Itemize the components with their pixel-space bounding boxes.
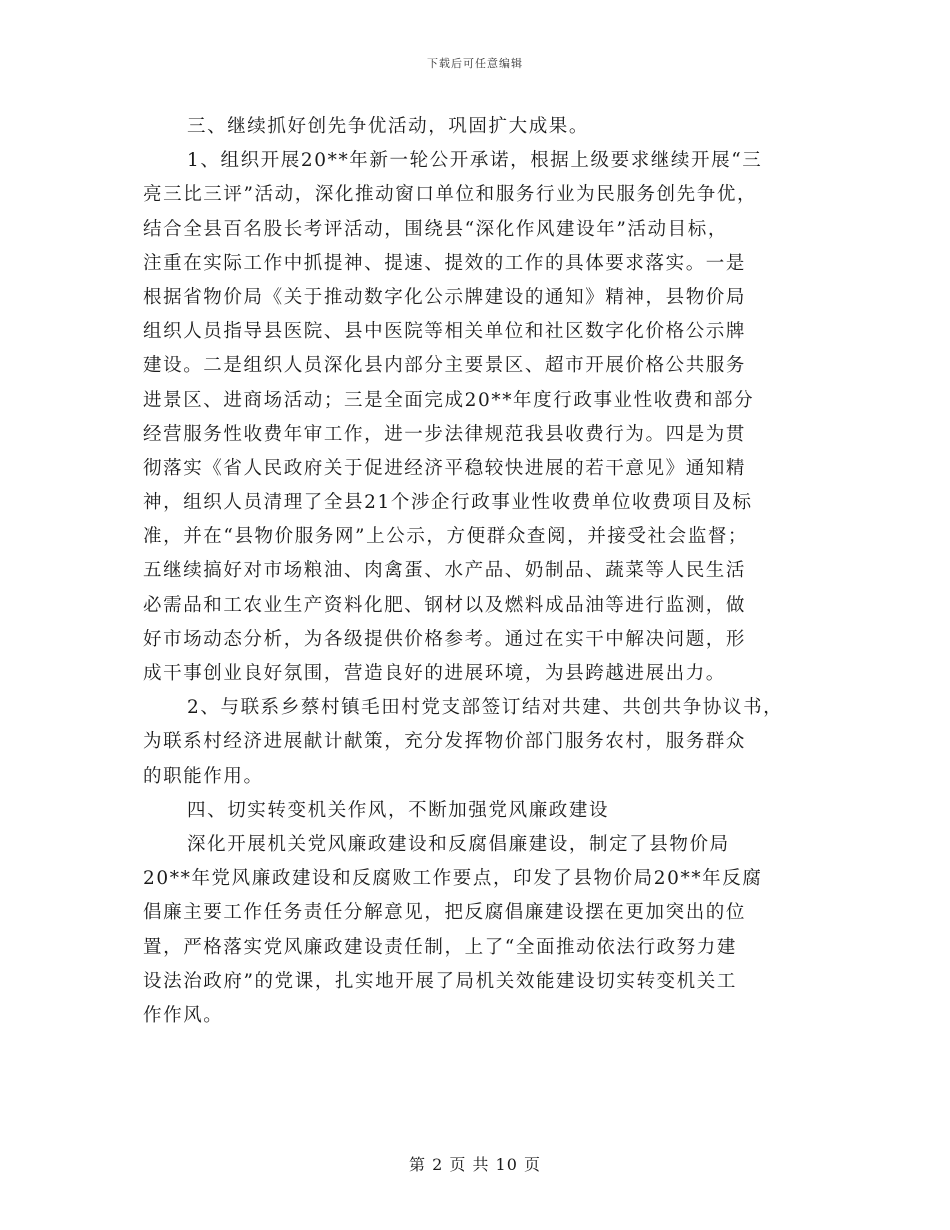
text-line: 为联系村经济进展献计献策，充分发挥物价部门服务农村，服务群众: [143, 731, 747, 753]
text-line: 彻落实《省人民政府关于促进经济平稳较快进展的若干意见》通知精: [143, 457, 747, 479]
header-note: 下载后可任意编辑: [427, 57, 523, 70]
text-line: 结合全县百名股长考评活动，围绕县“深化作风建设年”活动目标，: [143, 218, 728, 240]
text-line: 2、与联系乡蔡村镇毛田村党支部签订结对共建、共创共争协议书，: [187, 697, 784, 719]
text-line: 根据省物价局《关于推动数字化公示牌建设的通知》精神，县物价局: [143, 286, 747, 308]
text-line: 准，并在“县物价服务网”上公示，方便群众查阅，并接受社会监督；: [143, 526, 749, 548]
text-line: 1、组织开展20**年新一轮公开承诺，根据上级要求继续开展“三: [187, 150, 763, 172]
text-line: 进景区、进商场活动；三是全面完成20**年度行政事业性收费和部分: [143, 389, 755, 411]
text-line: 亮三比三评”活动，深化推动窗口单位和服务行业为民服务创先争优，: [143, 184, 758, 206]
text-line: 好市场动态分析，为各级提供价格参考。通过在实干中解决问题，形: [143, 628, 747, 650]
page-number-footer: 第 2 页 共 10 页: [409, 1155, 541, 1174]
document-body: [143, 110, 813, 1033]
text-line: 的职能作用。: [143, 765, 264, 787]
text-line: 四、切实转变机关作风，不断加强党风廉政建设: [187, 799, 610, 821]
text-line: 设法治政府”的党课，扎实地开展了局机关效能建设切实转变机关工: [143, 970, 737, 992]
text-line: 成干事创业良好氛围，营造良好的进展环境，为县跨越进展出力。: [143, 663, 726, 684]
text-line: 倡廉主要工作任务责任分解意见，把反腐倡廉建设摆在更加突出的位: [143, 902, 747, 924]
text-line: 经营服务性收费年审工作，进一步法律规范我县收费行为。四是为贯: [143, 423, 747, 445]
text-line: 组织人员指导县医院、县中医院等相关单位和社区数字化价格公示牌: [143, 321, 747, 343]
text-line: 五继续搞好对市场粮油、肉禽蛋、水产品、奶制品、蔬菜等人民生活: [143, 560, 747, 582]
text-line: 置，严格落实党风廉政建设责任制，上了“全面推动依法行政努力建: [143, 936, 737, 958]
text-line: 神，组织人员清理了全县21个涉企行政事业性收费单位收费项目及标: [143, 492, 753, 514]
text-line: 深化开展机关党风廉政建设和反腐倡廉建设，制定了县物价局: [187, 833, 730, 855]
text-line: 建设。二是组织人员深化县内部分主要景区、超市开展价格公共服务: [143, 355, 747, 377]
text-line: 注重在实际工作中抓提神、提速、提效的工作的具体要求落实。一是: [143, 252, 747, 274]
text-line: 20**年党风廉政建设和反腐败工作要点，印发了县物价局20**年反腐: [143, 868, 763, 890]
text-line: 作作风。: [143, 1004, 224, 1026]
text-line: 必需品和工农业生产资料化肥、钢材以及燃料成品油等进行监测，做: [143, 594, 747, 616]
text-line: 三、继续抓好创先争优活动，巩固扩大成果。: [187, 116, 590, 137]
